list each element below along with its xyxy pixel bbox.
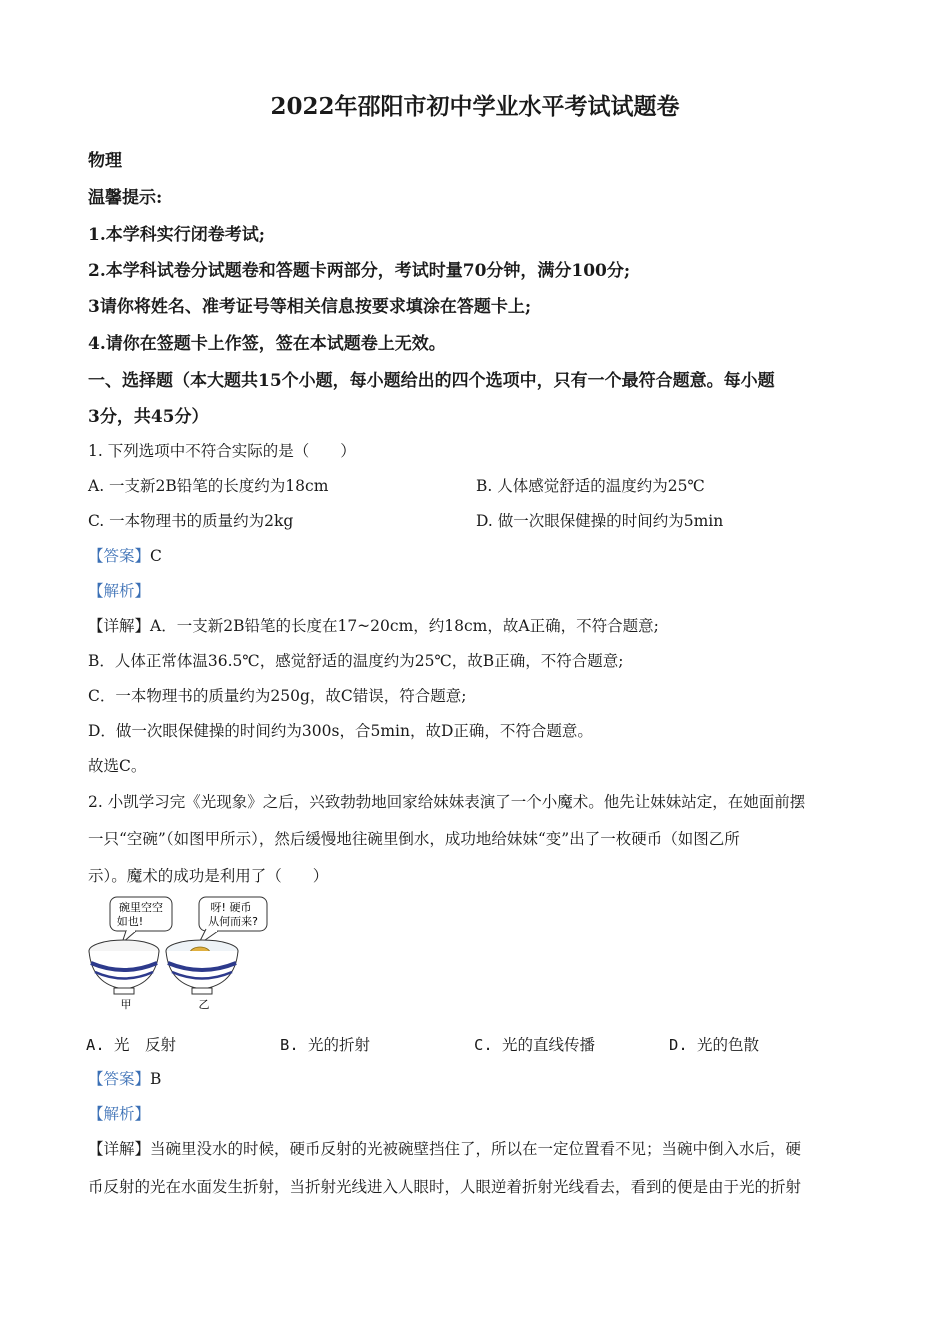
detail-line: 币反射的光在水面发生折射，当折射光线进入人眼时，人眼逆着折射光线看去，看到的便是由于光的折射 [88, 1178, 802, 1196]
bowls-figure [86, 893, 276, 1013]
detail-line [88, 614, 659, 636]
bubble-right-line2: 从何而来? [208, 915, 258, 928]
option-c: C. 一本物理书的质量约为2kg [88, 512, 294, 530]
detail-text: 当碗里没水的时候，硬币反射的光被碗壁挡住了，所以在一定位置看不见；当碗中倒入水后，硬 [150, 1140, 802, 1158]
detail-line: D．做一次眼保健操的时间约为300s，合5min，故D正确，不符合题意。 [88, 722, 593, 740]
answer-value: B [150, 1070, 162, 1088]
notice-item: 1.本学科实行闭卷考试; [88, 225, 266, 245]
option-b: B. 人体感觉舒适的温度约为25℃ [476, 477, 705, 495]
option-b: B. 光的折射 [280, 1036, 370, 1054]
option-d: D. 做一次眼保健操的时间约为5min [476, 512, 724, 530]
detail-line [88, 1137, 801, 1159]
option-a: A. 一支新2B铅笔的长度约为18cm [88, 477, 329, 495]
detail-tag: 【详解】 [88, 1140, 151, 1158]
analysis-tag: 【解析】 [88, 1105, 151, 1123]
question-stem-cont: 示）。魔术的成功是利用了（ ） [88, 867, 329, 885]
question-stem: 2. 小凯学习完《光现象》之后，兴致勃勃地回家给妹妹表演了一个小魔术。他先让妹妹站定，在她面前摆 [88, 793, 806, 811]
option-d: D. 光的色散 [669, 1036, 759, 1054]
speech-bubble-right [198, 897, 267, 945]
answer-tag: 【答案】 [88, 1070, 151, 1088]
question-stem: 1. 下列选项中不符合实际的是（ ） [88, 442, 356, 460]
detail-line: 故选C。 [88, 757, 147, 775]
notice-item: 2.本学科试卷分试题卷和答题卡两部分，考试时量70分钟，满分100分; [88, 261, 631, 281]
notice-item: 3请你将姓名、准考证号等相关信息按要求填涂在答题卡上; [88, 297, 532, 317]
detail-line: C．一本物理书的质量约为250g，故C错误，符合题意; [88, 687, 467, 705]
bowl-empty [89, 940, 159, 1011]
notice-item: 4.请你在签题卡上作签，签在本试题卷上无效。 [88, 334, 446, 354]
answer-line [88, 544, 162, 566]
label-yi: 乙 [198, 998, 210, 1011]
speech-bubble-left [110, 897, 172, 943]
detail-text: A．一支新2B铅笔的长度在17~20cm，约18cm，故A正确，不符合题意; [150, 617, 659, 635]
bubble-left-line2: 如也! [116, 915, 144, 928]
detail-line: B．人体正常体温36.5℃，感觉舒适的温度约为25℃，故B正确，不符合题意; [88, 652, 624, 670]
section-heading-cont: 3分，共45分） [88, 407, 209, 427]
bubble-left-line1: 碗里空空 [119, 901, 163, 914]
bubble-right-line1: 呀! 硬币 [210, 901, 252, 914]
label-jia: 甲 [120, 998, 132, 1011]
answer-tag: 【答案】 [88, 547, 151, 565]
option-a: A. 光 反射 [86, 1036, 176, 1054]
answer-value: C [150, 547, 162, 565]
question-stem-cont: 一只“空碗”（如图甲所示），然后缓慢地往碗里倒水，成功地给妹妹“变”出了一枚硬币（如图乙所 [88, 830, 740, 848]
bowl-with-water [166, 940, 238, 1011]
answer-line [88, 1067, 161, 1089]
section-heading: 一、选择题（本大题共15个小题，每小题给出的四个选项中，只有一个最符合题意。每小题 [88, 371, 775, 391]
notice-heading: 温馨提示: [88, 188, 163, 208]
option-c: C. 光的直线传播 [474, 1036, 595, 1054]
detail-tag: 【详解】 [88, 617, 151, 635]
page-title: 2022年邵阳市初中学业水平考试试题卷 [270, 93, 680, 120]
analysis-tag: 【解析】 [88, 582, 151, 600]
subject-label: 物理 [88, 151, 122, 171]
